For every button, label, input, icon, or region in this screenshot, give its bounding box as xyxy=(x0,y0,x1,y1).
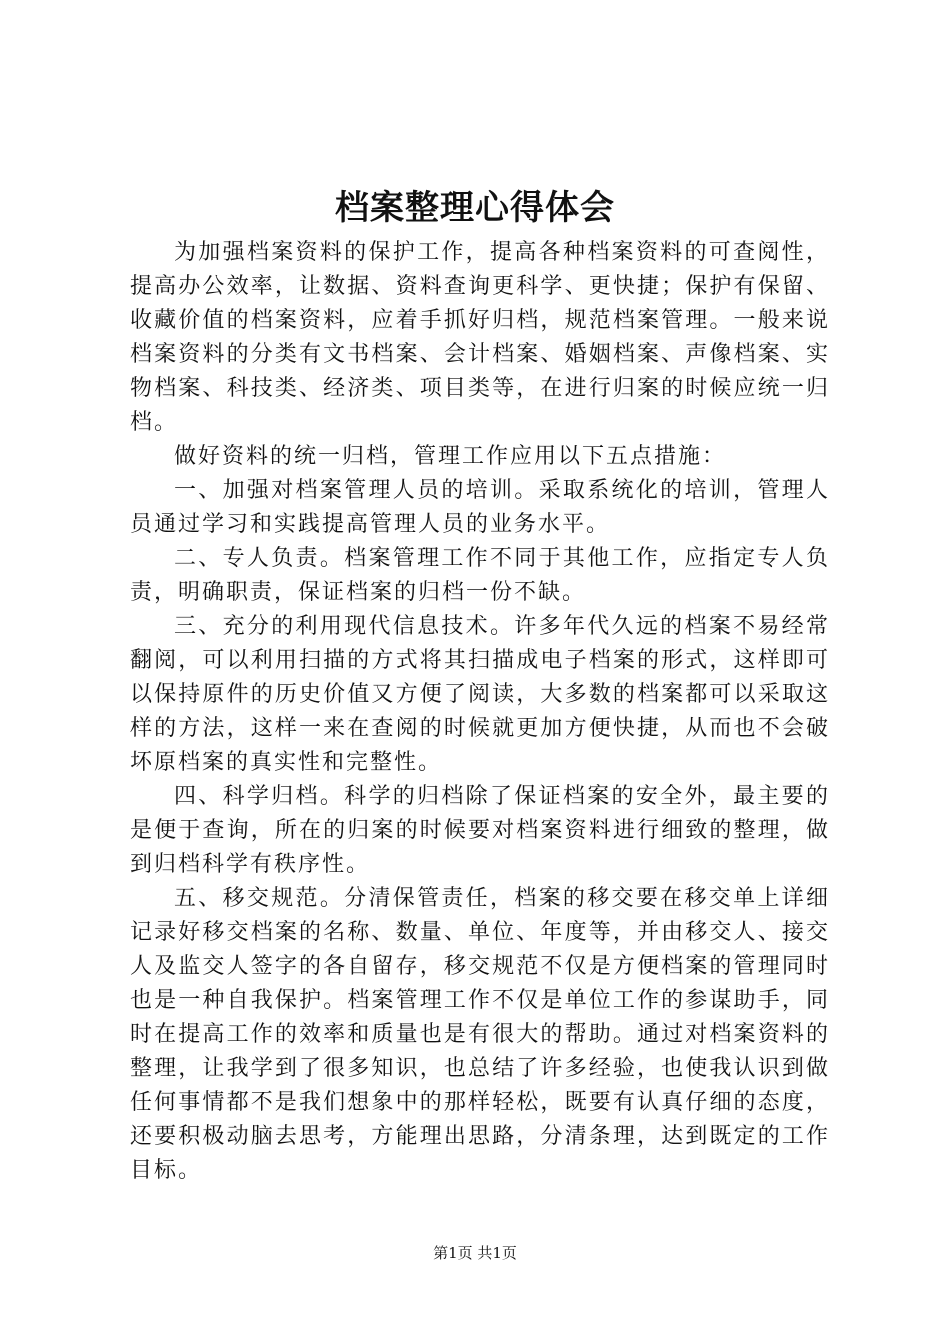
paragraph-intro: 为加强档案资料的保护工作，提高各种档案资料的可查阅性，提高办公效率，让数据、资料查询更科学、更快捷；保护有保留、收藏价值的档案资料，应着手抓好归档，规范档案管理。一般来说档案资料的分类有文书档案、会计档案、婚姻档案、声像档案、实物档案、科技类、经济类、项目类等，在进行归案的时候应统一归档。 xyxy=(130,240,830,435)
paragraph-measure-3: 三、充分的利用现代信息技术。许多年代久远的档案不易经常翻阅，可以利用扫描的方式将其扫描成电子档案的形式，这样即可以保持原件的历史价值又方便了阅读，大多数的档案都可以采取这样的方法，这样一来在查阅的时候就更加方便快捷，从而也不会破坏原档案的真实性和完整性。 xyxy=(130,614,830,775)
paragraph-measure-4: 四、科学归档。科学的归档除了保证档案的安全外，最主要的是便于查询，所在的归案的时候要对档案资料进行细致的整理，做到归档科学有秩序性。 xyxy=(130,784,830,877)
paragraph-measures-intro: 做好资料的统一归档，管理工作应用以下五点措施： xyxy=(174,444,727,469)
paragraph-measure-1: 一、加强对档案管理人员的培训。采取系统化的培训，管理人员通过学习和实践提高管理人员的业务水平。 xyxy=(130,478,830,537)
document-title: 档案整理心得体会 xyxy=(335,188,615,228)
paragraph-measure-2: 二、专人负责。档案管理工作不同于其他工作，应指定专人负责，明确职责，保证档案的归档一份不缺。 xyxy=(130,546,830,605)
paragraph-measure-5: 五、移交规范。分清保管责任，档案的移交要在移交单上详细记录好移交档案的名称、数量、单位、年度等，并由移交人、接交人及监交人签字的各自留存，移交规范不仅是方便档案的管理同时也是一种自我保护。档案管理工作不仅是单位工作的参谋助手，同时在提高工作的效率和质量也是有很大的帮助。通过对档案资料的整理，让我学到了很多知识，也总结了许多经验，也使我认识到做任何事情都不是我们想象中的那样轻松，既要有认真仔细的态度，还要积极动脑去思考，方能理出思路，分清条理，达到既定的工作目标。 xyxy=(130,886,830,1183)
page-footer: 第1页 共1页 xyxy=(433,1244,517,1262)
document-body xyxy=(130,236,830,1188)
